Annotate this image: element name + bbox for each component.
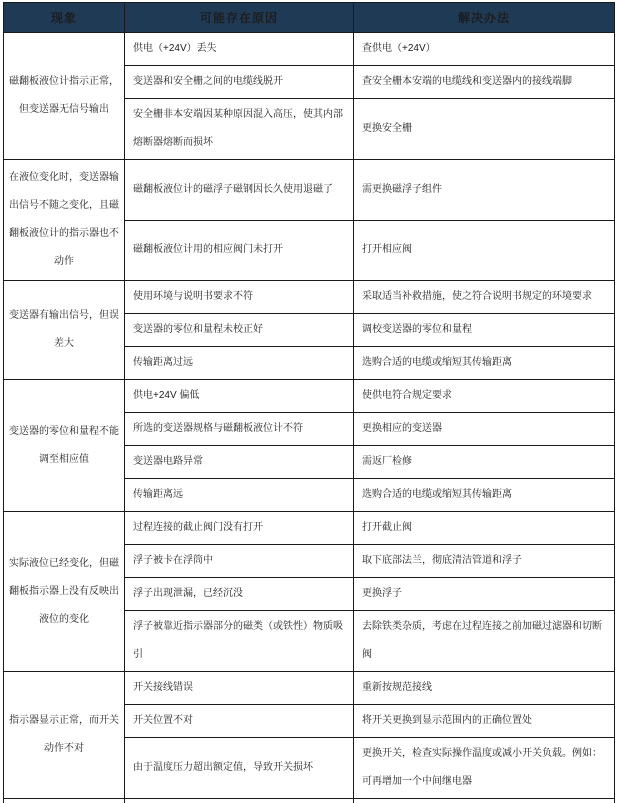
cause-cell: 磁翻板液位计用的相应阀门未打开 xyxy=(125,220,354,281)
phenomenon-cell: 在液位变化时，变送器输出信号不随之变化，且磁翻板液位计的指示器也不动作 xyxy=(4,160,125,281)
cause-cell: 浮子出现泄漏，已经沉没 xyxy=(125,578,354,611)
phenomenon-cell: 实际液位已经变化，但磁翻板指示器上没有反映出液位的变化 xyxy=(4,512,125,672)
solution-cell: 调校变送器的零位和量程 xyxy=(354,314,615,347)
header-row xyxy=(4,3,615,33)
troubleshooting-table xyxy=(3,2,615,803)
solution-cell: 取下底部法兰，彻底清洁管道和浮子 xyxy=(354,545,615,578)
solution-cell: 采取适当补救措施，使之符合说明书规定的环境要求 xyxy=(354,281,615,314)
cause-cell: 传输距离远 xyxy=(125,479,354,512)
header-solution: 解决办法 xyxy=(354,3,615,33)
solution-cell: 重新按规范接线 xyxy=(354,672,615,705)
table-row xyxy=(4,281,615,314)
cause-cell: 供电+24V 偏低 xyxy=(125,380,354,413)
solution-cell: 选购合适的电缆或缩短其传输距离 xyxy=(354,479,615,512)
cause-cell: 变送器的零位和量程未校正好 xyxy=(125,314,354,347)
phenomenon-cell: 变送器的零位和量程不能调至相应值 xyxy=(4,380,125,512)
partial-cell xyxy=(354,799,615,803)
solution-cell: 去除铁类杂质，考虑在过程连接之前加磁过滤器和切断阀 xyxy=(354,611,615,672)
solution-cell: 更换开关，检查实际操作温度或减小开关负载。例如：可再增加一个中间继电器 xyxy=(354,738,615,799)
phenomenon-cell: 磁翻板液位计指示正常，但变送器无信号输出 xyxy=(4,33,125,160)
solution-cell: 将开关更换到显示范围内的正确位置处 xyxy=(354,705,615,738)
solution-cell: 更换安全栅 xyxy=(354,99,615,160)
table-row xyxy=(4,512,615,545)
cause-cell: 过程连接的截止阀门没有打开 xyxy=(125,512,354,545)
cause-cell: 所选的变送器规格与磁翻板液位计不符 xyxy=(125,413,354,446)
solution-cell: 需更换磁浮子组件 xyxy=(354,160,615,221)
table-row xyxy=(4,160,615,221)
solution-cell: 需返厂检修 xyxy=(354,446,615,479)
solution-cell: 选购合适的电缆或缩短其传输距离 xyxy=(354,347,615,380)
table-row xyxy=(4,380,615,413)
table-row xyxy=(4,672,615,705)
table-row xyxy=(4,33,615,66)
solution-cell: 使供电符合规定要求 xyxy=(354,380,615,413)
partial-next-row xyxy=(4,799,615,803)
cause-cell: 变送器电路异常 xyxy=(125,446,354,479)
phenomenon-cell: 变送器有输出信号，但误差大 xyxy=(4,281,125,380)
cause-cell: 磁翻板液位计的磁浮子磁钢因长久使用退磁了 xyxy=(125,160,354,221)
cause-cell: 传输距离过远 xyxy=(125,347,354,380)
cause-cell: 开关接线错误 xyxy=(125,672,354,705)
solution-cell: 查安全栅本安端的电缆线和变送器内的接线端脚 xyxy=(354,66,615,99)
cause-cell: 由于温度压力超出额定值，导致开关损坏 xyxy=(125,738,354,799)
solution-cell: 打开相应阀 xyxy=(354,220,615,281)
cause-cell: 供电（+24V）丢失 xyxy=(125,33,354,66)
solution-cell: 更换相应的变送器 xyxy=(354,413,615,446)
cause-cell: 使用环境与说明书要求不符 xyxy=(125,281,354,314)
header-phenomenon: 现象 xyxy=(4,3,125,33)
header-cause: 可能存在原因 xyxy=(125,3,354,33)
phenomenon-cell: 指示器显示正常，而开关动作不对 xyxy=(4,672,125,799)
cause-cell: 浮子被靠近指示器部分的磁类（或铁性）物质吸引 xyxy=(125,611,354,672)
cause-cell: 浮子被卡在浮筒中 xyxy=(125,545,354,578)
cause-cell: 变送器和安全栅之间的电缆线脱开 xyxy=(125,66,354,99)
solution-cell: 更换浮子 xyxy=(354,578,615,611)
partial-cell xyxy=(125,799,354,803)
partial-cell xyxy=(4,799,125,803)
solution-cell: 打开截止阀 xyxy=(354,512,615,545)
cause-cell: 开关位置不对 xyxy=(125,705,354,738)
cause-cell: 安全栅非本安端因某种原因混入高压，使其内部熔断器熔断而损坏 xyxy=(125,99,354,160)
solution-cell: 查供电（+24V） xyxy=(354,33,615,66)
